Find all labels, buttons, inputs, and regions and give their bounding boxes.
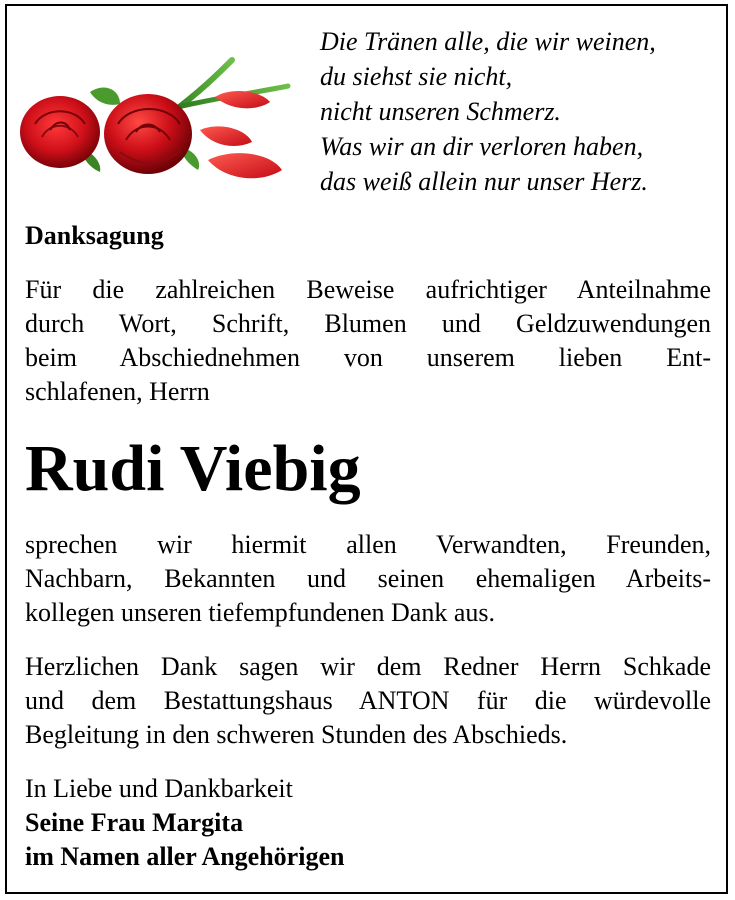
paragraph-line: Nachbarn, Bekannten und seinen ehemaligen Arbeits- <box>25 564 711 593</box>
thanks-paragraph-relatives <box>25 528 711 630</box>
closing-signature <box>25 772 344 874</box>
paragraph-line: kollegen unseren tiefempfundenen Dank aus. <box>25 598 496 627</box>
signer-name: Seine Frau Margita <box>25 808 244 837</box>
paragraph-line: schlafenen, Herrn <box>25 377 210 406</box>
poem-line: du siehst sie nicht, <box>320 62 513 91</box>
poem-line: Was wir an dir verloren haben, <box>320 132 644 161</box>
roses-image <box>20 52 295 192</box>
poem-line: Die Tränen alle, die wir weinen, <box>320 27 656 56</box>
signer-family: im Namen aller Angehörigen <box>25 842 345 871</box>
notice-heading: Danksagung <box>25 221 164 250</box>
paragraph-line: beim Abschiednehmen von unserem lieben Ent- <box>25 343 711 372</box>
poem-line: das weiß allein nur unser Herz. <box>320 167 648 196</box>
thanks-paragraph-intro <box>25 273 711 409</box>
paragraph-line: durch Wort, Schrift, Blumen und Geldzuwendungen <box>25 309 711 338</box>
paragraph-line: Begleitung in den schweren Stunden des Abschieds. <box>25 720 568 749</box>
paragraph-line: Für die zahlreichen Beweise aufrichtiger Anteilnahme <box>25 275 711 304</box>
paragraph-line: sprechen wir hiermit allen Verwandten, Freunden, <box>25 530 711 559</box>
closing-line: In Liebe und Dankbarkeit <box>25 774 293 803</box>
deceased-name: Rudi Viebig <box>25 432 361 505</box>
poem-line: nicht unseren Schmerz. <box>320 97 561 126</box>
paragraph-line: und dem Bestattungshaus ANTON für die würdevolle <box>25 686 711 715</box>
paragraph-line: Herzlichen Dank sagen wir dem Redner Herrn Schkade <box>25 652 711 681</box>
poem-verse <box>320 24 720 199</box>
thanks-paragraph-speaker <box>25 650 711 752</box>
